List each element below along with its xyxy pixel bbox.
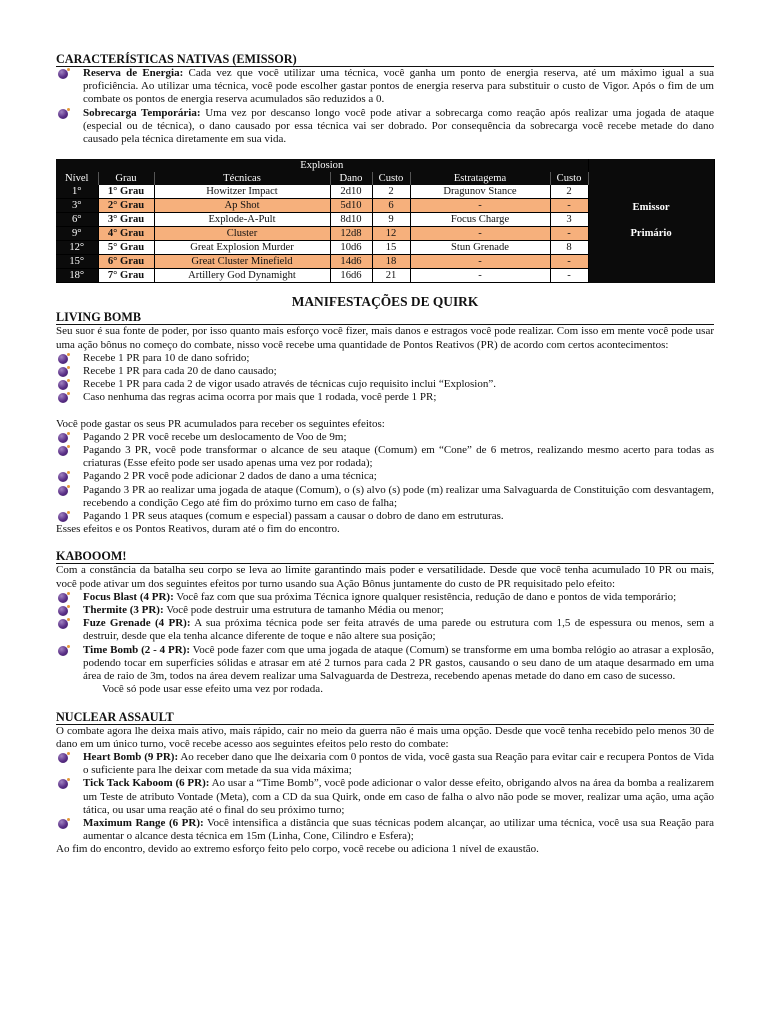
col-header: Nível bbox=[56, 172, 98, 185]
bullet-icon bbox=[58, 354, 68, 364]
cell: - bbox=[410, 255, 550, 269]
list-item bbox=[56, 444, 714, 470]
cell: 5° Grau bbox=[98, 241, 154, 255]
cell: 2 bbox=[372, 185, 410, 199]
cell: - bbox=[410, 227, 550, 241]
list-item bbox=[56, 378, 714, 391]
kaboom-note: Você só pode usar esse efeito uma vez por rodada. bbox=[102, 683, 323, 696]
cell: Great Explosion Murder bbox=[154, 241, 330, 255]
progression-table bbox=[56, 159, 715, 283]
bullet-icon bbox=[58, 109, 68, 119]
cell: 12 bbox=[372, 227, 410, 241]
item-text: Recebe 1 PR para cada 2 de vigor usado através de técnicas cujo requisito inclui “Explosion”. bbox=[83, 378, 496, 391]
list-item bbox=[56, 510, 714, 523]
list-item bbox=[56, 67, 714, 107]
cell: 9° bbox=[56, 227, 98, 241]
list-item bbox=[56, 777, 714, 817]
effect-name: Focus Blast (4 PR): bbox=[83, 590, 174, 603]
nuclear-outro: Ao fim do encontro, devido ao extremo esforço feito pelo corpo, você recebe ou adiciona 1 nível de exaustão. bbox=[56, 843, 539, 856]
cell: 8d10 bbox=[330, 213, 372, 227]
col-header: Custo bbox=[550, 172, 588, 185]
bullet-icon bbox=[58, 446, 68, 456]
item-text: Caso nenhuma das regras acima ocorra por mais que 1 rodada, você perde 1 PR; bbox=[83, 391, 437, 404]
cell: 12d8 bbox=[330, 227, 372, 241]
effect-text: Você pode fazer com que uma jogada de ataque (Comum) se transforme em uma bomba relógio ao atrasar a explosão, podendo tocar em superfícies sólidas e atrasar em até 2 turnos para cada 2 PR gastos, causando o seu dano de um ataque desarmado em uma área de raio de 3m, todos na área devem realizar uma Salvaguarda de Destreza, recebendo apenas metade do dano em caso de sucesso. bbox=[83, 643, 714, 683]
list-item bbox=[56, 365, 714, 378]
cell: - bbox=[410, 199, 550, 213]
list-item bbox=[56, 391, 714, 404]
col-header: Dano bbox=[330, 172, 372, 185]
list-item bbox=[56, 107, 714, 147]
bullet-icon bbox=[58, 512, 68, 522]
item-text: Recebe 1 PR para 10 de dano sofrido; bbox=[83, 351, 250, 364]
section-title-nuclear: NUCLEAR ASSAULT bbox=[56, 710, 714, 725]
kaboom-effects-list bbox=[56, 591, 714, 683]
cell: 21 bbox=[372, 269, 410, 283]
cell: Focus Charge bbox=[410, 213, 550, 227]
cell: 2° Grau bbox=[98, 199, 154, 213]
bullet-icon bbox=[58, 753, 68, 763]
cell: 15 bbox=[372, 241, 410, 255]
list-item bbox=[56, 604, 714, 617]
pr-spend-list bbox=[56, 431, 714, 523]
cell: 1° bbox=[56, 185, 98, 199]
bullet-icon bbox=[58, 380, 68, 390]
table-title: Explosion bbox=[56, 159, 588, 172]
cell: 6° bbox=[56, 213, 98, 227]
cell: Cluster bbox=[154, 227, 330, 241]
col-header: Custo bbox=[372, 172, 410, 185]
effect-text: Você faz com que sua próxima Técnica ignore qualquer resistência, redução de dano e pontos de vida temporário; bbox=[173, 590, 677, 603]
bullet-icon bbox=[58, 472, 68, 482]
manifestations-title: MANIFESTAÇÕES DE QUIRK bbox=[291, 294, 479, 310]
bullet-icon bbox=[58, 69, 68, 79]
col-header: Grau bbox=[98, 172, 154, 185]
bullet-icon bbox=[58, 433, 68, 443]
list-item bbox=[56, 484, 714, 510]
bullet-icon bbox=[58, 486, 68, 496]
item-text: Pagando 1 PR seus ataques (comum e especial) passam a causar o dobro de dano em estruturas. bbox=[83, 510, 504, 523]
cell: - bbox=[410, 269, 550, 283]
bullet-icon bbox=[58, 779, 68, 789]
cell: 3° Grau bbox=[98, 213, 154, 227]
cell: 18° bbox=[56, 269, 98, 283]
spend-intro: Você pode gastar os seus PR acumulados para receber os seguintes efeitos: bbox=[56, 417, 385, 430]
item-text: Pagando 2 PR você recebe um deslocamento de Voo de 9m; bbox=[83, 430, 347, 443]
bullet-icon bbox=[58, 619, 68, 629]
cell: Great Cluster Minefield bbox=[154, 255, 330, 269]
progression-table-wrap bbox=[56, 159, 714, 283]
cell: - bbox=[550, 227, 588, 241]
item-text: Pagando 3 PR, você pode transformar o alcance de seu ataque (Comum) em “Cone” de 6 metros, realizando mesmo acerto para todas as criaturas (Esse efeito pode ser usado apenas uma vez por rodada); bbox=[83, 444, 714, 470]
living-bomb-outro: Esses efeitos e os Pontos Reativos, duram até o fim do encontro. bbox=[56, 523, 340, 536]
native-traits-list bbox=[56, 67, 714, 146]
list-item bbox=[56, 751, 714, 777]
class-sublabel: Primário bbox=[630, 227, 672, 239]
cell: Explode-A-Pult bbox=[154, 213, 330, 227]
effect-name: Thermite (3 PR): bbox=[83, 604, 164, 617]
cell: 2 bbox=[550, 185, 588, 199]
nuclear-intro: O combate agora lhe deixa mais ativo, mais rápido, cair no meio da guerra não é mais uma opção. Desde que você tenha recebido pelo menos 30 de dano em um único turno, você recebe acesso aos seguintes efeitos pelo resto do combate: bbox=[56, 724, 714, 750]
living-bomb-intro: Seu suor é sua fonte de poder, por isso quanto mais esforço você fizer, mais danos e estragos você pode realizar. Com isso em mente você pode usar uma ação bônus no começo do combate, nisso você recebe uma quantidade de Pontos Reativos (PR) de acordo com certos acontecimentos: bbox=[56, 325, 714, 351]
effect-text: A sua próxima técnica pode ser feita através de uma parede ou estrutura com 1,5 de espessura ou menos, sem a destruir, desde que ela tenha alcance diferente de toque e não altere sua posição; bbox=[83, 617, 714, 643]
effect-text: Você intensifica a distância que suas técnicas podem alcançar, ao utilizar uma técnica, você usa sua Reação para aumentar o alcance desta técnica em 15m (Linha, Cone, Cilindro e Esfera); bbox=[83, 816, 715, 843]
list-item bbox=[56, 617, 714, 643]
rulebook-page bbox=[56, 52, 714, 857]
pr-gain-list bbox=[56, 352, 714, 405]
effect-name: Maximum Range (6 PR): bbox=[83, 816, 204, 829]
item-text: Pagando 3 PR ao realizar uma jogada de ataque (Comum), o (s) alvo (s) pode (m) realizar uma Salvaguarda de Constituição com desvantagem, recebendo a condição Cego até fim do próximo turno em caso de falha; bbox=[83, 483, 714, 509]
cell: 15° bbox=[56, 255, 98, 269]
cell: Artillery God Dynamight bbox=[154, 269, 330, 283]
cell: Howitzer Impact bbox=[154, 185, 330, 199]
kaboom-intro: Com a constância da batalha seu corpo se leva ao limite garantindo mais poder e versatilidade. Desde que você tenha acumulado 10 PR ou mais, você pode ativar um dos seguintes efeitos por turno usando sua Ação Bônus juntamente do custo de PR requisitado pelo efeito: bbox=[56, 564, 714, 590]
bullet-icon bbox=[58, 593, 68, 603]
trait-name: Reserva de Energia: bbox=[83, 67, 184, 79]
cell: 14d6 bbox=[330, 255, 372, 269]
cell: 6 bbox=[372, 199, 410, 213]
cell: 12° bbox=[56, 241, 98, 255]
effect-name: Tick Tack Kaboom (6 PR): bbox=[83, 777, 210, 790]
bullet-icon bbox=[58, 367, 68, 377]
bullet-icon bbox=[58, 646, 68, 656]
col-header: Técnicas bbox=[154, 172, 330, 185]
col-header: Estratagema bbox=[410, 172, 550, 185]
cell: 8 bbox=[550, 241, 588, 255]
effect-name: Time Bomb (2 - 4 PR): bbox=[83, 643, 191, 656]
cell: Dragunov Stance bbox=[410, 185, 550, 199]
list-item bbox=[56, 644, 714, 684]
item-text: Pagando 2 PR você pode adicionar 2 dados de dano a uma técnica; bbox=[83, 470, 377, 483]
cell: Ap Shot bbox=[154, 199, 330, 213]
trait-text: Uma vez por descanso longo você pode ativar a sobrecarga como reação após realizar uma jogada de ataque (especial ou de técnica), o dano causado por essa técnica vai ser dobrado. Por consequência da sobrecarga você recebe metade do dano causado pela técnica diretamente em sua vida. bbox=[83, 106, 714, 146]
cell: 10d6 bbox=[330, 241, 372, 255]
effect-text: Você pode destruir uma estrutura de tamanho Média ou menor; bbox=[163, 604, 444, 617]
cell: - bbox=[550, 269, 588, 283]
cell: 2d10 bbox=[330, 185, 372, 199]
list-item bbox=[56, 352, 714, 365]
nuclear-effects-list bbox=[56, 751, 714, 843]
cell: 3 bbox=[550, 213, 588, 227]
cell: 3° bbox=[56, 199, 98, 213]
effect-name: Heart Bomb (9 PR): bbox=[83, 750, 179, 763]
section-title-living-bomb: LIVING BOMB bbox=[56, 310, 714, 325]
section-title-kaboom: KABOOOM! bbox=[56, 549, 714, 564]
cell: 1° Grau bbox=[98, 185, 154, 199]
list-item bbox=[56, 431, 714, 444]
list-item bbox=[56, 591, 714, 604]
effect-text: Ao usar a “Time Bomb”, você pode adicionar o valor desse efeito, obrigando alvos na área da bomba a realizarem um Teste de atributo Vontade (Meta), com a CD da sua Quirk, onde em caso de falha o alvo não pode se mover, realizar uma ação, uma ação tática, ou usar uma reação até o final do seu próximo turno; bbox=[83, 777, 714, 816]
bullet-icon bbox=[58, 393, 68, 403]
cell: 9 bbox=[372, 213, 410, 227]
section-title-native: CARACTERÍSTICAS NATIVAS (EMISSOR) bbox=[56, 52, 714, 67]
cell: - bbox=[550, 255, 588, 269]
cell: 6° Grau bbox=[98, 255, 154, 269]
list-item bbox=[56, 817, 714, 843]
cell: 7° Grau bbox=[98, 269, 154, 283]
list-item bbox=[56, 470, 714, 483]
cell: - bbox=[550, 199, 588, 213]
cell: 16d6 bbox=[330, 269, 372, 283]
trait-text: Cada vez que você utilizar uma técnica, você ganha um ponto de energia reserva, até um máximo igual a sua proficiência. Ao utilizar uma técnica, você pode escolher gastar pontos de energia reserva para substituir o custo de Vigor. Após o fim de um combate os pontos de energia reserva acumulados são reduzidos a 0. bbox=[83, 67, 714, 106]
trait-name: Sobrecarga Temporária: bbox=[83, 106, 201, 119]
class-cell bbox=[588, 159, 714, 283]
bullet-icon bbox=[58, 606, 68, 616]
bullet-icon bbox=[58, 819, 68, 829]
cell: 5d10 bbox=[330, 199, 372, 213]
effect-name: Fuze Grenade (4 PR): bbox=[83, 617, 191, 630]
item-text: Recebe 1 PR para cada 20 de dano causado; bbox=[83, 365, 277, 378]
class-label: Emissor bbox=[632, 201, 670, 213]
effect-text: Ao receber dano que lhe deixaria com 0 pontos de vida, você gasta sua Reação para evitar cair e recupera Pontos de Vida o suficiente para lhe deixar com metade da sua vida máxima; bbox=[83, 750, 714, 777]
cell: 18 bbox=[372, 255, 410, 269]
cell: 4° Grau bbox=[98, 227, 154, 241]
cell: Stun Grenade bbox=[410, 241, 550, 255]
